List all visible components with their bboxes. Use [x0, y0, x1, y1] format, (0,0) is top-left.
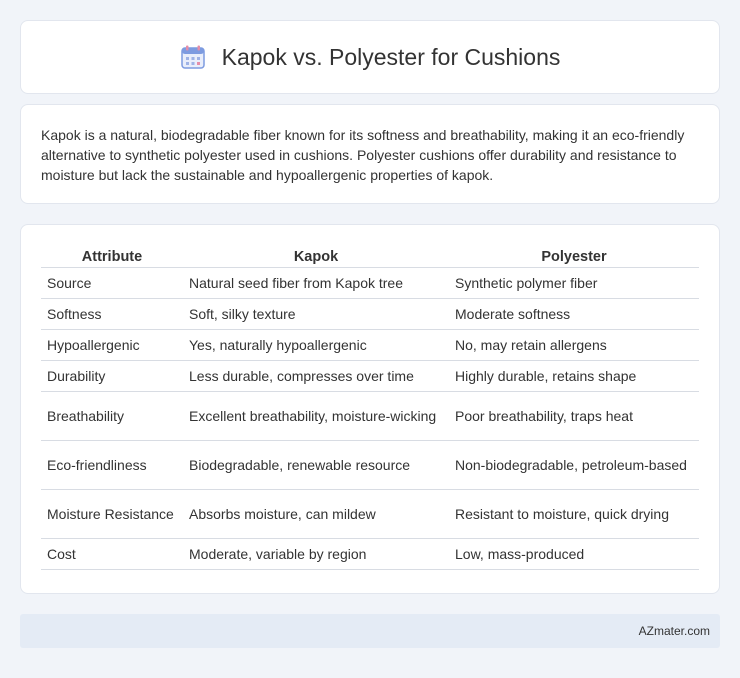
- comparison-table: [41, 245, 699, 570]
- column-header-attribute: Attribute: [41, 245, 183, 268]
- table-cell: Synthetic polymer fiber: [449, 268, 699, 299]
- table-cell: Resistant to moisture, quick drying: [449, 490, 699, 539]
- table-cell: Excellent breathability, moisture-wicking: [183, 392, 449, 441]
- table-row: [41, 361, 699, 392]
- title-card: [20, 20, 720, 94]
- table-cell: Yes, naturally hypoallergenic: [183, 330, 449, 361]
- intro-text: Kapok is a natural, biodegradable fiber known for its softness and breathability, making it an eco-friendly alternative to synthetic polyester used in cushions. Polyester cushions offer durability and resistance to moisture but lack the sustainable and hypoallergenic properties of kapok.: [41, 127, 685, 183]
- column-header-kapok: Kapok: [183, 245, 449, 268]
- table-cell: Poor breathability, traps heat: [449, 392, 699, 441]
- table-cell: Natural seed fiber from Kapok tree: [183, 268, 449, 299]
- table-row: [41, 268, 699, 299]
- table-cell: Highly durable, retains shape: [449, 361, 699, 392]
- table-cell: Breathability: [41, 392, 183, 441]
- table-cell: Eco-friendliness: [41, 441, 183, 490]
- calendar-icon: [180, 44, 206, 70]
- table-row: [41, 299, 699, 330]
- table-cell: Less durable, compresses over time: [183, 361, 449, 392]
- table-cell: Moderate softness: [449, 299, 699, 330]
- table-cell: Low, mass-produced: [449, 539, 699, 570]
- table-cell: Non-biodegradable, petroleum-based: [449, 441, 699, 490]
- table-cell: No, may retain allergens: [449, 330, 699, 361]
- table-row: [41, 539, 699, 570]
- table-cell: Soft, silky texture: [183, 299, 449, 330]
- table-cell: Durability: [41, 361, 183, 392]
- table-cell: Cost: [41, 539, 183, 570]
- column-header-polyester: Polyester: [449, 245, 699, 268]
- table-row: [41, 392, 699, 441]
- table-cell: Moderate, variable by region: [183, 539, 449, 570]
- table-cell: Moisture Resistance: [41, 490, 183, 539]
- table-row: [41, 330, 699, 361]
- table-row: [41, 441, 699, 490]
- table-cell: Softness: [41, 299, 183, 330]
- comparison-card: [20, 224, 720, 594]
- table-header-row: [41, 245, 699, 268]
- intro-card: [20, 104, 720, 204]
- table-cell: Source: [41, 268, 183, 299]
- table-cell: Absorbs moisture, can mildew: [183, 490, 449, 539]
- table-cell: Biodegradable, renewable resource: [183, 441, 449, 490]
- footer-bar: [20, 614, 720, 648]
- table-row: [41, 490, 699, 539]
- table-cell: Hypoallergenic: [41, 330, 183, 361]
- footer-brand: AZmater.com: [638, 624, 710, 638]
- page-title: Kapok vs. Polyester for Cushions: [221, 43, 561, 70]
